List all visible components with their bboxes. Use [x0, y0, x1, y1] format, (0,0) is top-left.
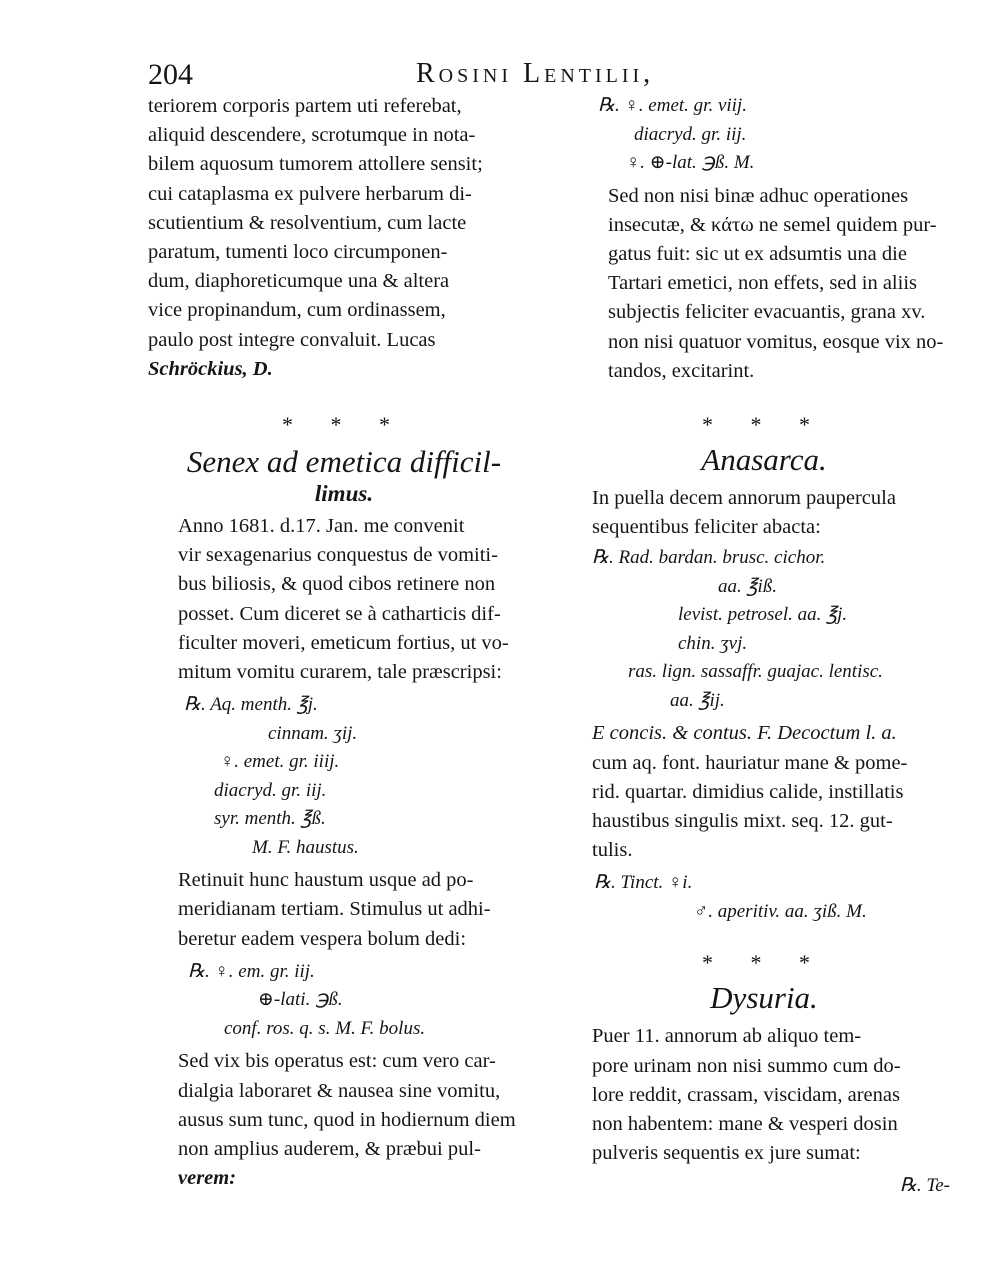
rx-line: ℞. Rad. bardan. brusc. cichor.	[592, 547, 826, 569]
left-paragraph-2	[148, 512, 540, 687]
text-line: Tartari emetici, non effets, sed in aliis	[608, 272, 918, 295]
text-line: tandos, excitarint.	[608, 359, 755, 382]
text-line: Retinuit hunc haustum usque ad po-	[178, 869, 474, 892]
text-line: Anno 1681. d.17. Jan. me convenit	[178, 515, 465, 538]
left-paragraph-1	[148, 92, 540, 384]
text-line: cum aq. font. hauriatur mane & pome-	[592, 751, 908, 774]
right-paragraph-1	[578, 182, 950, 386]
text-line: tulis.	[592, 839, 633, 862]
prescription-1	[148, 691, 540, 862]
right-paragraph-2	[578, 484, 950, 542]
rx-line: ℞. Aq. menth. ℥j.	[184, 694, 318, 716]
text-line: In puella decem annorum paupercula	[592, 486, 896, 509]
text-line: ficulter moveri, emeticum fortius, ut vo-	[178, 631, 509, 654]
page-number: 204	[148, 58, 193, 91]
text-line: pore urinam non nisi summo cum do-	[592, 1054, 901, 1077]
text-line: bus biliosis, & quod cibos retinere non	[178, 573, 496, 596]
text-line: subjectis feliciter evacuantis, grana xv.	[608, 301, 926, 324]
section-title: Senex ad emetica difficil-	[186, 444, 502, 480]
section-stars: * * *	[702, 411, 826, 437]
prescription-2	[148, 958, 540, 1044]
rx-line: ℞. ♀. em. gr. iij.	[188, 960, 315, 982]
text-line: lore reddit, crassam, viscidam, arenas	[592, 1083, 900, 1106]
rx-line: ⊕-lati. ℈ß.	[258, 989, 343, 1011]
rx-line: chin. ʒvj.	[678, 632, 748, 654]
text-line: rid. quartar. dimidius calide, instillatis	[592, 780, 904, 803]
left-column	[148, 92, 540, 1193]
text-line: dum, diaphoreticumque una & altera	[148, 270, 450, 293]
text-line: teriorem corporis partem uti referebat,	[148, 95, 462, 117]
rx-line: ♀. ⊕-lat. ℈ß. M.	[626, 152, 755, 173]
section-stars: * * *	[702, 950, 826, 976]
right-paragraph-3	[578, 719, 950, 865]
section-title-cont: limus.	[314, 481, 374, 507]
catchword: ℞. Te-	[899, 1175, 950, 1197]
rx-line: ℞. ♀. emet. gr. viij.	[598, 95, 747, 116]
rx-line: aa. ℥iß.	[718, 575, 778, 597]
text-line: Sed vix bis operatus est: cum vero car-	[178, 1050, 496, 1073]
section-title: Anasarca.	[701, 441, 827, 477]
running-title: Rosini Lentilii,	[416, 58, 655, 89]
text-line: vice propinandum, cum ordinassem,	[148, 299, 446, 322]
text-line: haustibus singulis mixt. seq. 12. gut-	[592, 809, 893, 832]
text-line: pulveris sequentis ex jure sumat:	[592, 1142, 861, 1165]
rx-line: syr. menth. ℥ß.	[214, 808, 326, 830]
text-line: Schröckius, D.	[148, 357, 273, 380]
prescription-4	[578, 869, 950, 926]
text-line: beretur eadem vespera bolum dedi:	[178, 927, 467, 950]
text-line: bilem aquosum tumorem attollere sensit;	[148, 153, 483, 176]
text-line: ausus sum tunc, quod in hodiernum diem	[178, 1108, 516, 1131]
rx-line: cinnam. ʒij.	[268, 722, 358, 744]
rx-line: levist. petrosel. aa. ℥j.	[678, 604, 848, 626]
text-line: mitum vomitu curarem, tale præscripsi:	[178, 661, 502, 684]
text-line: vir sexagenarius conquestus de vomiti-	[178, 544, 498, 567]
text-line: Puer 11. annorum ab aliquo tem-	[592, 1025, 862, 1048]
text-line: scutientium & resolventium, cum lacte	[148, 211, 467, 234]
text-line: aliquid descendere, scrotumque in nota-	[148, 124, 476, 147]
prescription-0	[578, 92, 950, 178]
rx-line: conf. ros. q. s. M. F. bolus.	[224, 1017, 426, 1039]
text-line: sequentibus feliciter abacta:	[592, 516, 821, 539]
rx-line: diacryd. gr. iij.	[634, 123, 747, 145]
rx-line: diacryd. gr. iij.	[214, 779, 327, 801]
text-line: E concis. & contus. F. Decoctum l. a.	[592, 722, 897, 745]
text-line: Sed non nisi binæ adhuc operationes	[608, 184, 909, 207]
text-line: dialgia laboraret & nausea sine vomitu,	[178, 1079, 501, 1102]
left-paragraph-3	[148, 866, 540, 954]
text-line: insecutæ, & κάτω ne semel quidem pur-	[608, 213, 937, 236]
text-line: meridianam tertiam. Stimulus ut adhi-	[178, 898, 491, 921]
section-stars: * * *	[282, 412, 406, 438]
rx-line: ♂. aperitiv. aa. ʒiß. M.	[694, 900, 867, 922]
prescription-3	[578, 544, 950, 715]
text-line: posset. Cum diceret se à catharticis dif-	[178, 602, 501, 625]
right-paragraph-4	[578, 1022, 950, 1168]
text-line: cui cataplasma ex pulvere herbarum di-	[148, 182, 472, 205]
left-paragraph-4	[148, 1047, 540, 1193]
text-line: non amplius auderem, & præbui pul-	[178, 1137, 481, 1160]
text-line: gatus fuit: sic ut ex adsumtis una die	[608, 242, 907, 265]
text-line: paratum, tumenti loco circumponen-	[148, 241, 448, 264]
text-line: non nisi quatuor vomitus, eosque vix no-	[608, 330, 944, 353]
text-line: verem:	[178, 1167, 237, 1190]
text-line: paulo post integre convaluit. Lucas	[148, 328, 436, 351]
section-title: Dysuria.	[710, 980, 818, 1016]
rx-line: aa. ℥ij.	[670, 689, 725, 711]
rx-line: ♀. emet. gr. iiij.	[220, 751, 340, 773]
rx-line: ℞. Tinct. ♀i.	[594, 872, 693, 894]
right-column	[578, 92, 950, 1201]
rx-line: ras. lign. sassaffr. guajac. lentisc.	[628, 661, 883, 683]
text-line: non habentem: mane & vesperi dosin	[592, 1112, 898, 1135]
rx-line: M. F. haustus.	[252, 836, 359, 858]
